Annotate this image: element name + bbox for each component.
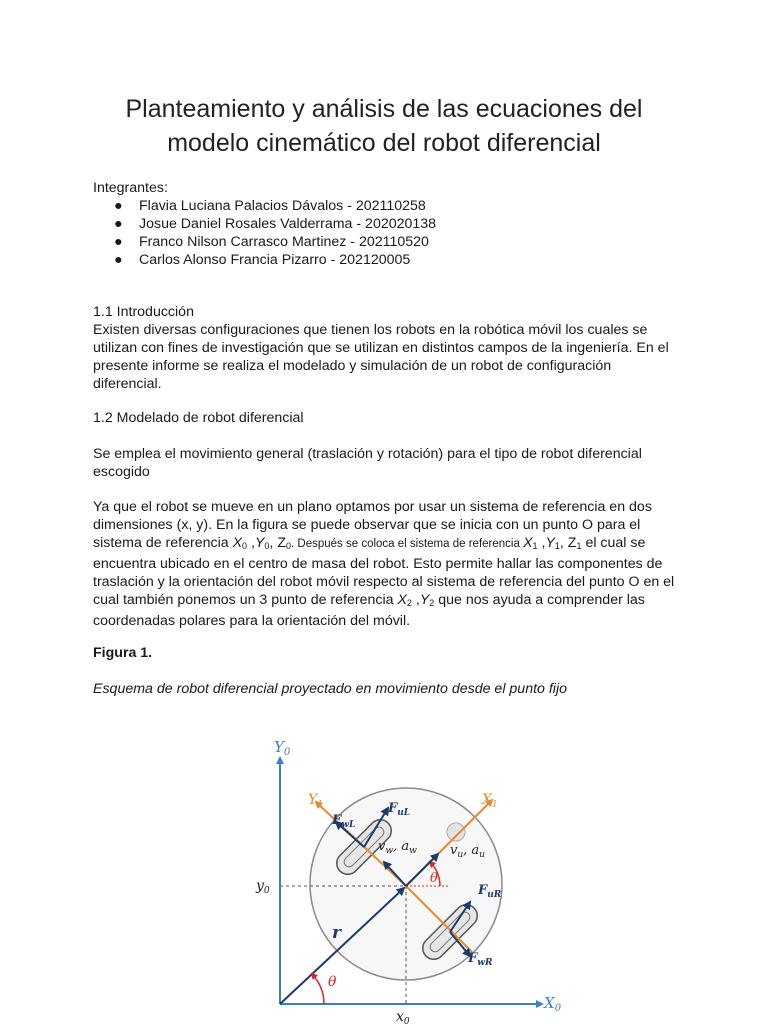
bullet-icon: ●	[114, 252, 123, 268]
label-Y1: $Y_1$	[308, 792, 323, 810]
symbol-sub: 2	[406, 598, 412, 608]
label-X0: $X_0$	[544, 994, 562, 1014]
model-heading: 1.2 Modelado de robot diferencial	[93, 410, 304, 426]
member-name: Franco Nilson Carrasco Martinez - 202110520	[139, 234, 429, 250]
symbol-sub: 1	[554, 541, 560, 551]
title-line-1: Planteamiento y análisis de las ecuaciones del	[125, 95, 643, 123]
bullet-icon: ●	[114, 216, 123, 232]
label-FuR: $F_{uR}$	[478, 883, 502, 900]
members-heading: Integrantes:	[93, 180, 168, 196]
robot-diagram	[224, 722, 584, 1024]
paragraph-text: el cual se encuentra ubicado en el centro de masa del robot. Esto permite hallar las componentes de traslación y la orientación del robot móvil respecto al sistema de referencia del punto O en el cual también ponemos un 3 punto de referencia	[93, 535, 675, 608]
label-r: r	[332, 923, 341, 943]
document-title	[0, 92, 768, 160]
symbol-y2: Y	[419, 592, 430, 608]
member-name: Flavia Luciana Palacios Dávalos - 202110258	[139, 198, 426, 214]
paragraph-text: que nos ayuda a comprender las coordenadas polares para la orientación del móvil.	[93, 592, 645, 629]
symbol-sub: 0	[286, 541, 292, 551]
symbol-y1: Y	[545, 535, 555, 551]
label-vw-aw: $v_w$, $a_w$	[378, 839, 417, 856]
symbol-x0: X	[232, 535, 243, 551]
symbol-sub: 1	[532, 541, 538, 551]
label-FuL: $F_{uL}$	[388, 801, 411, 818]
intro-paragraph: Existen diversas configuraciones que tienen los robots en la robótica móvil los cuales se utilizan con fines de investigación que se utilizan en distintos campos de la ingeniería. En el presente informe se realiza el modelado y simulación de un robot de configuración diferencial.	[93, 322, 669, 392]
symbol-x1: X	[523, 535, 533, 551]
separator: ,	[537, 535, 546, 551]
robot-figure	[224, 722, 584, 1024]
symbol-sub: 0	[264, 541, 270, 551]
label-y0: $y_0$	[256, 878, 270, 896]
list-item	[93, 215, 678, 233]
paragraph-text: . Después se coloca el sistema de referencia	[291, 538, 524, 550]
symbol-x2: X	[397, 592, 407, 608]
label-x0: $x_0$	[396, 1009, 410, 1024]
symbol-sub: 2	[429, 598, 435, 608]
caster-wheel	[447, 823, 465, 841]
symbol-sub: 0	[242, 541, 248, 551]
separator: , Z	[559, 535, 577, 551]
symbol-sub: 1	[576, 541, 582, 551]
label-FwL: $F_{wL}$	[332, 813, 356, 830]
figure-caption: Esquema de robot diferencial proyectado en movimiento desde el punto fijo	[93, 681, 567, 697]
members-section	[93, 179, 678, 269]
figure-label: Figura 1.	[93, 645, 153, 661]
label-FwR: $F_{wR}$	[468, 951, 493, 968]
list-item	[93, 197, 678, 215]
intro-section	[93, 303, 678, 393]
model-paragraph-2	[93, 498, 678, 630]
label-theta-base: θ	[328, 974, 337, 990]
model-paragraph-1: Se emplea el movimiento general (traslación y rotación) para el tipo de robot diferencial escogido	[93, 446, 642, 480]
theta-arc-base	[312, 974, 324, 1004]
bullet-icon: ●	[114, 198, 123, 214]
member-name: Josue Daniel Rosales Valderrama - 202020138	[139, 216, 437, 232]
separator: ,	[411, 592, 420, 608]
list-item	[93, 251, 678, 269]
members-list	[93, 197, 678, 269]
symbol-y0: Y	[254, 535, 265, 551]
separator: ,	[247, 535, 255, 551]
list-item	[93, 233, 678, 251]
member-name: Carlos Alonso Francia Pizarro - 202120005	[139, 252, 411, 268]
bullet-icon: ●	[114, 234, 123, 250]
label-vu-au: $v_u$, $a_u$	[450, 843, 485, 860]
paragraph-text: Ya que el robot se mueve en un plano optamos por usar un sistema de referencia en dos dimensiones (x, y). En la figura se puede observar que se inicia con un punto O para el sistema de referencia	[93, 499, 652, 551]
label-X1: $X_1$	[482, 792, 498, 810]
title-line-2: modelo cinemático del robot diferencial	[167, 129, 601, 157]
separator: , Z	[269, 535, 286, 551]
label-Y0: $Y_0$	[274, 738, 291, 758]
label-theta-body: θ	[430, 871, 438, 886]
intro-heading: 1.1 Introducción	[93, 304, 194, 320]
